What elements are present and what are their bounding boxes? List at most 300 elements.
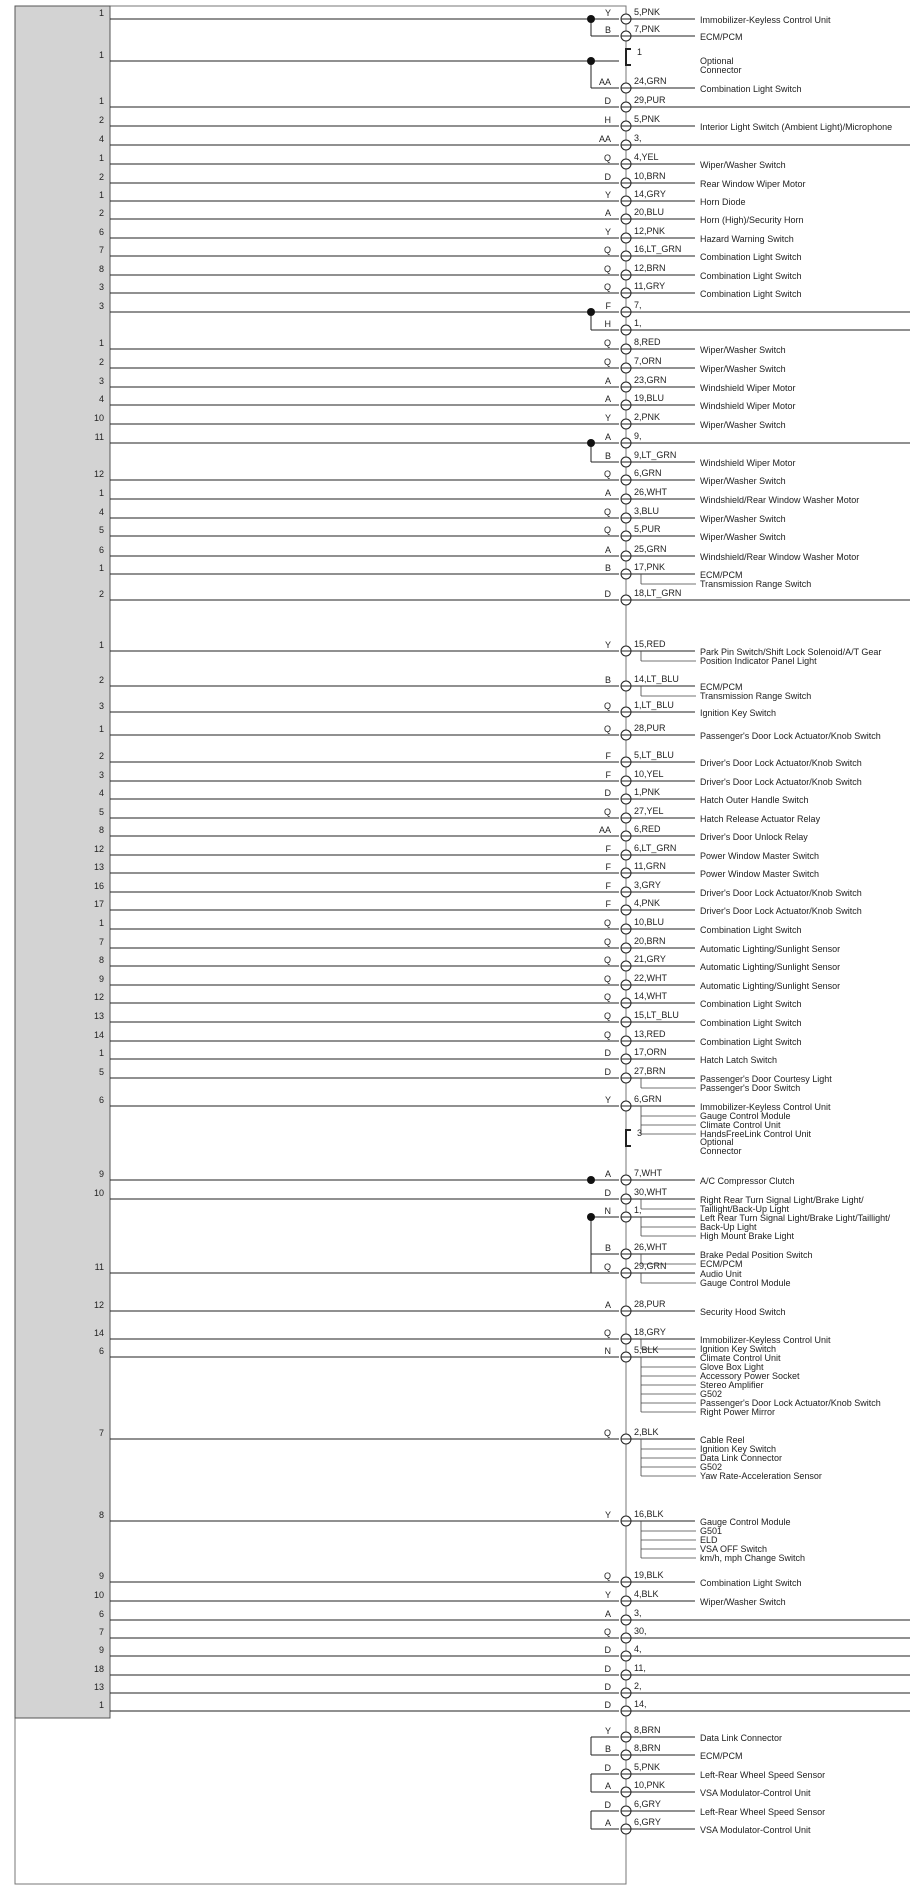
wire-label: 10,PNK <box>634 1780 666 1790</box>
connector-id: Q <box>603 245 611 255</box>
connector-id: D <box>604 1188 611 1198</box>
wire-label: 6,LT_GRN <box>634 843 677 853</box>
wire-row <box>99 588 910 605</box>
pin-number: 9 <box>98 1645 104 1655</box>
bracket-icon <box>626 49 631 65</box>
connector-id: Q <box>603 1571 611 1581</box>
destination-label: Left Rear Turn Signal Light/Brake Light/Taillight/ <box>700 1213 891 1223</box>
wire-row <box>94 1681 910 1698</box>
wire-row <box>99 50 619 61</box>
wire-label: 16,BLK <box>634 1509 664 1519</box>
connector-id: F <box>605 301 611 311</box>
destination-label: ELD <box>700 1535 718 1545</box>
pin-number: 1 <box>98 1700 104 1710</box>
connector-id: D <box>604 1664 611 1674</box>
connector-id: Y <box>604 1590 611 1600</box>
pin-number: 8 <box>98 1510 104 1520</box>
connector-id: F <box>605 770 611 780</box>
destination-label: Left-Rear Wheel Speed Sensor <box>700 1807 826 1817</box>
wire-label: 13,RED <box>634 1029 666 1039</box>
destination-label: Horn Diode <box>700 197 746 207</box>
destination-label: Wiper/Washer Switch <box>700 476 786 486</box>
wire-label: 28,PUR <box>634 723 666 733</box>
connector-id: D <box>604 788 611 798</box>
wire-label: 27,BRN <box>634 1066 666 1076</box>
connector-id: A <box>604 1781 611 1791</box>
optional-label: Optional <box>700 1137 734 1147</box>
wire-label: 29,PUR <box>634 95 666 105</box>
pin-number: 12 <box>93 844 104 854</box>
junction-dot <box>587 57 595 65</box>
pin-number: 1 <box>98 1048 104 1058</box>
wire-label: 8,BRN <box>634 1725 661 1735</box>
optional-number: 3 <box>637 1128 643 1138</box>
wire-row <box>99 207 804 225</box>
destination-label: Gauge Control Module <box>700 1111 791 1121</box>
connector-id: Q <box>603 1627 611 1637</box>
pin-number: 6 <box>98 1609 104 1619</box>
wire-label: 11, <box>634 1663 646 1673</box>
wire-label: 5,BLK <box>634 1345 659 1355</box>
destination-label: Combination Light Switch <box>700 84 802 94</box>
wire-row <box>99 769 862 787</box>
destination-label: Data Link Connector <box>700 1453 783 1463</box>
pin-number: 1 <box>98 563 104 573</box>
pin-number: 5 <box>98 1067 104 1077</box>
destination-label: Combination Light Switch <box>700 289 802 299</box>
connector-id: D <box>604 1800 611 1810</box>
wire-row <box>99 263 802 281</box>
wire-row <box>99 1699 910 1716</box>
wire-row <box>99 226 794 244</box>
connector-id: Y <box>604 1510 611 1520</box>
wire-label: 1, <box>634 318 642 328</box>
pin-number: 4 <box>98 507 104 517</box>
pin-number: 1 <box>98 96 104 106</box>
destination-label: Combination Light Switch <box>700 925 802 935</box>
connector-id: Y <box>604 190 611 200</box>
pin-number: 10 <box>93 1188 104 1198</box>
wire-label: 5,PUR <box>634 524 661 534</box>
junction-dot <box>587 439 595 447</box>
pin-number: 6 <box>98 1095 104 1105</box>
connector-id: Q <box>603 974 611 984</box>
destination-label: Combination Light Switch <box>700 1578 802 1588</box>
destination-label: Brake Pedal Position Switch <box>700 1250 813 1260</box>
destination-label: Combination Light Switch <box>700 271 802 281</box>
wire-row <box>99 281 802 299</box>
wire-row <box>591 76 802 94</box>
wire-row <box>591 450 796 468</box>
wire-row <box>99 562 811 589</box>
connector-id: Q <box>603 724 611 734</box>
connector-id: Q <box>603 264 611 274</box>
connector-id: F <box>605 844 611 854</box>
wire-label: 7, <box>634 300 642 310</box>
connector-id: A <box>604 376 611 386</box>
destination-label: Gauge Control Module <box>700 1278 791 1288</box>
wire-label: 6,GRY <box>634 1799 661 1809</box>
destination-label: Right Rear Turn Signal Light/Brake Light/ <box>700 1195 864 1205</box>
connector-id: Q <box>603 338 611 348</box>
destination-label: VSA Modulator-Control Unit <box>700 1788 811 1798</box>
pin-number: 10 <box>93 413 104 423</box>
connector-id: Q <box>603 1428 611 1438</box>
wire-label: 2,BLK <box>634 1427 659 1437</box>
connector-id: Q <box>603 525 611 535</box>
wire-row <box>99 487 859 505</box>
destination-label: Horn (High)/Security Horn <box>700 215 804 225</box>
wire-row <box>99 114 892 132</box>
destination-label: Security Hood Switch <box>700 1307 786 1317</box>
pin-number: 8 <box>98 264 104 274</box>
connector-id: A <box>604 488 611 498</box>
wire-label: 6,GRN <box>634 1094 662 1104</box>
connector-id: Q <box>603 1030 611 1040</box>
connector-id: D <box>604 96 611 106</box>
pin-number: 12 <box>93 992 104 1002</box>
wire-label: 18,GRY <box>634 1327 666 1337</box>
connector-id: A <box>604 1609 611 1619</box>
destination-label: Wiper/Washer Switch <box>700 160 786 170</box>
destination-label: Immobilizer-Keyless Control Unit <box>700 1102 831 1112</box>
pin-number: 9 <box>98 974 104 984</box>
destination-label: Transmission Range Switch <box>700 691 812 701</box>
wire-label: 9, <box>634 431 642 441</box>
destination-label: Automatic Lighting/Sunlight Sensor <box>700 944 841 954</box>
pin-number: 6 <box>98 545 104 555</box>
destination-label: Driver's Door Lock Actuator/Knob Switch <box>700 777 862 787</box>
wire-row <box>94 898 862 916</box>
destination-label: Driver's Door Lock Actuator/Knob Switch <box>700 888 862 898</box>
pin-number: 8 <box>98 825 104 835</box>
destination-label: Back-Up Light <box>700 1222 757 1232</box>
wire-row <box>99 954 840 972</box>
destination-label: G502 <box>700 1389 723 1399</box>
destination-label: Windshield Wiper Motor <box>700 401 796 411</box>
optional-connector <box>626 47 742 75</box>
wire-label: 3, <box>634 133 642 143</box>
wire-label: 12,BRN <box>634 263 666 273</box>
connector-id: D <box>604 1700 611 1710</box>
connector-id: Y <box>604 413 611 423</box>
connector-id: Y <box>604 227 611 237</box>
destination-label: Right Power Mirror <box>700 1407 776 1417</box>
connector-id: A <box>604 1818 611 1828</box>
destination-label: Wiper/Washer Switch <box>700 420 786 430</box>
connector-id: D <box>604 1048 611 1058</box>
wire-label: 5,LT_BLU <box>634 750 674 760</box>
destination-label: G502 <box>700 1462 723 1472</box>
connector-id: B <box>604 451 611 461</box>
wire-row <box>99 1094 831 1139</box>
destination-label: Taillight/Back-Up Light <box>700 1204 790 1214</box>
connector-id: AA <box>598 77 611 87</box>
connector-id: B <box>604 563 611 573</box>
destination-label: High Mount Brake Light <box>700 1231 795 1241</box>
destination-label: Combination Light Switch <box>700 1018 802 1028</box>
wire-row <box>99 300 910 317</box>
wire-row <box>591 1242 813 1269</box>
destination-label: A/C Compressor Clutch <box>700 1176 795 1186</box>
pin-number: 1 <box>98 488 104 498</box>
wire-row <box>99 936 840 954</box>
wire-label: 10,YEL <box>634 769 664 779</box>
wire-row <box>99 973 840 991</box>
destination-label: Glove Box Light <box>700 1362 764 1372</box>
pin-number: 3 <box>98 282 104 292</box>
connector-id: Y <box>604 8 611 18</box>
destination-label: Power Window Master Switch <box>700 851 820 861</box>
pin-number: 7 <box>98 1627 104 1637</box>
wire-row <box>94 991 802 1009</box>
pin-number: 11 <box>94 432 104 442</box>
wire-label: 7,PNK <box>634 24 661 34</box>
wire-row <box>94 843 819 861</box>
wire-row <box>99 1608 910 1625</box>
destination-label: Combination Light Switch <box>700 999 802 1009</box>
destination-label: ECM/PCM <box>700 1751 743 1761</box>
wire-label: 10,BLU <box>634 917 665 927</box>
wire-label: 10,BRN <box>634 171 666 181</box>
destination-label: Automatic Lighting/Sunlight Sensor <box>700 981 841 991</box>
wire-label: 11,GRN <box>634 861 666 871</box>
wire-label: 1,LT_BLU <box>634 700 674 710</box>
destination-label: Ignition Key Switch <box>700 1444 777 1454</box>
pin-number: 2 <box>98 208 104 218</box>
pin-number: 7 <box>98 1428 104 1438</box>
wire-row <box>99 806 821 824</box>
destination-label: Passenger's Door Switch <box>700 1083 801 1093</box>
destination-label: Rear Window Wiper Motor <box>700 179 806 189</box>
wire-row <box>99 7 831 25</box>
connector-id: Q <box>603 1262 611 1272</box>
pin-number: 6 <box>98 227 104 237</box>
destination-label: Combination Light Switch <box>700 252 802 262</box>
connector-id: Q <box>603 507 611 517</box>
wire-label: 3,GRY <box>634 880 661 890</box>
pin-number: 9 <box>98 1571 104 1581</box>
wire-label: 22,WHT <box>634 973 668 983</box>
pin-number: 5 <box>98 807 104 817</box>
destination-label: Park Pin Switch/Shift Lock Solenoid/A/T Gear <box>700 647 882 657</box>
pin-number: 7 <box>98 245 104 255</box>
connector-id: A <box>604 208 611 218</box>
destination-label: ECM/PCM <box>700 1259 743 1269</box>
destination-label: Passenger's Door Lock Actuator/Knob Switch <box>700 1398 881 1408</box>
wire-row <box>591 24 743 42</box>
wire-row <box>591 1817 811 1835</box>
wire-row <box>99 1509 805 1563</box>
connector-id: D <box>604 1682 611 1692</box>
junction-dot <box>587 308 595 316</box>
destination-label: HandsFreeLink Control Unit <box>700 1129 812 1139</box>
destination-label: Wiper/Washer Switch <box>700 364 786 374</box>
wire-label: 15,RED <box>634 639 666 649</box>
wire-row <box>99 1427 822 1481</box>
wire-label: 7,WHT <box>634 1168 662 1178</box>
pin-number: 4 <box>98 788 104 798</box>
connector-id: Q <box>603 1011 611 1021</box>
destination-label: Passenger's Door Courtesy Light <box>700 1074 832 1084</box>
wire-row <box>95 1261 791 1288</box>
pin-number: 2 <box>98 115 104 125</box>
connector-id: Q <box>603 807 611 817</box>
connector-id: F <box>605 899 611 909</box>
wire-row <box>99 723 881 741</box>
destination-label: Driver's Door Lock Actuator/Knob Switch <box>700 758 862 768</box>
wire-row <box>95 431 910 448</box>
connector-id: B <box>604 675 611 685</box>
junction-dot <box>587 1213 595 1221</box>
wire-label: 2, <box>634 1681 642 1691</box>
wire-label: 20,BLU <box>634 207 665 217</box>
wire-label: 28,PUR <box>634 1299 666 1309</box>
pin-number: 16 <box>93 881 104 891</box>
pin-number: 2 <box>98 172 104 182</box>
wire-row <box>591 1780 811 1798</box>
destination-label: Ignition Key Switch <box>700 708 777 718</box>
destination-label: Driver's Door Unlock Relay <box>700 832 808 842</box>
wire-label: 15,LT_BLU <box>634 1010 679 1020</box>
wire-label: 17,PNK <box>634 562 666 572</box>
wire-label: 3,BLU <box>634 506 660 516</box>
destination-label: ECM/PCM <box>700 32 743 42</box>
optional-number: 1 <box>637 47 643 57</box>
pin-number: 9 <box>98 1169 104 1179</box>
pin-number: 5 <box>98 525 104 535</box>
wire-label: 23,GRN <box>634 375 667 385</box>
wire-row <box>99 750 862 768</box>
pin-number: 8 <box>98 955 104 965</box>
connector-id: B <box>604 25 611 35</box>
connector-id: N <box>604 1346 611 1356</box>
wire-label: 21,GRY <box>634 954 666 964</box>
destination-label: Hatch Latch Switch <box>700 1055 778 1065</box>
wire-label: 3, <box>634 1608 642 1618</box>
wire-row <box>99 674 811 701</box>
destination-label: ECM/PCM <box>700 682 743 692</box>
pin-number: 7 <box>98 937 104 947</box>
connector-id: Q <box>603 282 611 292</box>
connector-id: Y <box>604 640 611 650</box>
wire-label: 8,BRN <box>634 1743 661 1753</box>
destination-label: Hatch Outer Handle Switch <box>700 795 809 805</box>
pin-number: 6 <box>98 1346 104 1356</box>
wire-label: 5,PNK <box>634 1762 661 1772</box>
wire-row <box>99 356 786 374</box>
connector-id: D <box>604 589 611 599</box>
wire-row <box>99 171 806 189</box>
destination-label: Wiper/Washer Switch <box>700 514 786 524</box>
wire-label: 12,PNK <box>634 226 666 236</box>
destination-label: Position Indicator Panel Light <box>700 656 817 666</box>
wire-label: 14, <box>634 1699 647 1709</box>
connector-id: A <box>604 394 611 404</box>
connector-id: A <box>604 545 611 555</box>
connector-id: Q <box>603 992 611 1002</box>
connector-id: AA <box>598 825 611 835</box>
wire-label: 6,GRY <box>634 1817 661 1827</box>
junction-dot <box>587 1176 595 1184</box>
destination-label: Left-Rear Wheel Speed Sensor <box>700 1770 826 1780</box>
connector-id: Q <box>603 701 611 711</box>
pin-number: 13 <box>93 1011 104 1021</box>
destination-label: Wiper/Washer Switch <box>700 345 786 355</box>
destination-label: Windshield/Rear Window Washer Motor <box>700 552 860 562</box>
destination-label: Hazard Warning Switch <box>700 234 794 244</box>
wire-row <box>99 917 802 935</box>
wire-label: 2,PNK <box>634 412 661 422</box>
wire-label: 18,LT_GRN <box>634 588 682 598</box>
pin-number: 1 <box>98 640 104 650</box>
wire-row <box>94 1299 786 1317</box>
wire-label: 19,BLU <box>634 393 665 403</box>
pin-number: 2 <box>98 357 104 367</box>
destination-label: Data Link Connector <box>700 1733 783 1743</box>
destination-label: G501 <box>700 1526 723 1536</box>
wire-label: 9,LT_GRN <box>634 450 677 460</box>
wire-row <box>94 1010 802 1028</box>
wire-row <box>99 1570 802 1588</box>
wire-label: 4, <box>634 1644 642 1654</box>
wire-row <box>99 1066 832 1093</box>
wire-row <box>94 1187 864 1214</box>
wire-label: 7,ORN <box>634 356 662 366</box>
pin-number: 3 <box>98 301 104 311</box>
pin-number: 1 <box>98 918 104 928</box>
wire-label: 4,BLK <box>634 1589 659 1599</box>
pin-number: 1 <box>98 153 104 163</box>
connector-id: Y <box>604 1095 611 1105</box>
wire-row <box>99 393 796 411</box>
pin-number: 13 <box>93 1682 104 1692</box>
connector-id: F <box>605 881 611 891</box>
pin-number: 13 <box>93 862 104 872</box>
wire-row <box>99 152 786 170</box>
junction-dot <box>587 15 595 23</box>
pin-number: 4 <box>98 394 104 404</box>
destination-label: Accessory Power Socket <box>700 1371 800 1381</box>
wire-label: 6,RED <box>634 824 661 834</box>
connector-id: D <box>604 1067 611 1077</box>
wire-row <box>99 133 910 150</box>
connector-id: Q <box>603 955 611 965</box>
wire-row <box>94 1589 786 1607</box>
destination-label: Automatic Lighting/Sunlight Sensor <box>700 962 841 972</box>
connector-id: D <box>604 1645 611 1655</box>
pin-number: 14 <box>93 1328 104 1338</box>
wire-label: 5,PNK <box>634 114 661 124</box>
wire-label: 4,YEL <box>634 152 659 162</box>
optional-label: Optional <box>700 56 734 66</box>
connector-id: AA <box>598 134 611 144</box>
pin-number: 4 <box>98 134 104 144</box>
wire-label: 16,LT_GRN <box>634 244 682 254</box>
pin-number: 12 <box>93 1300 104 1310</box>
destination-label: Audio Unit <box>700 1269 742 1279</box>
connector-id: N <box>604 1206 611 1216</box>
wire-row <box>94 412 786 430</box>
pin-number: 1 <box>98 50 104 60</box>
wire-row <box>99 1168 795 1186</box>
destination-label: Driver's Door Lock Actuator/Knob Switch <box>700 906 862 916</box>
wire-row <box>94 1029 802 1047</box>
connector-id: A <box>604 432 611 442</box>
destination-label: km/h, mph Change Switch <box>700 1553 806 1563</box>
connector-id: Q <box>603 1328 611 1338</box>
connector-id: Q <box>603 469 611 479</box>
